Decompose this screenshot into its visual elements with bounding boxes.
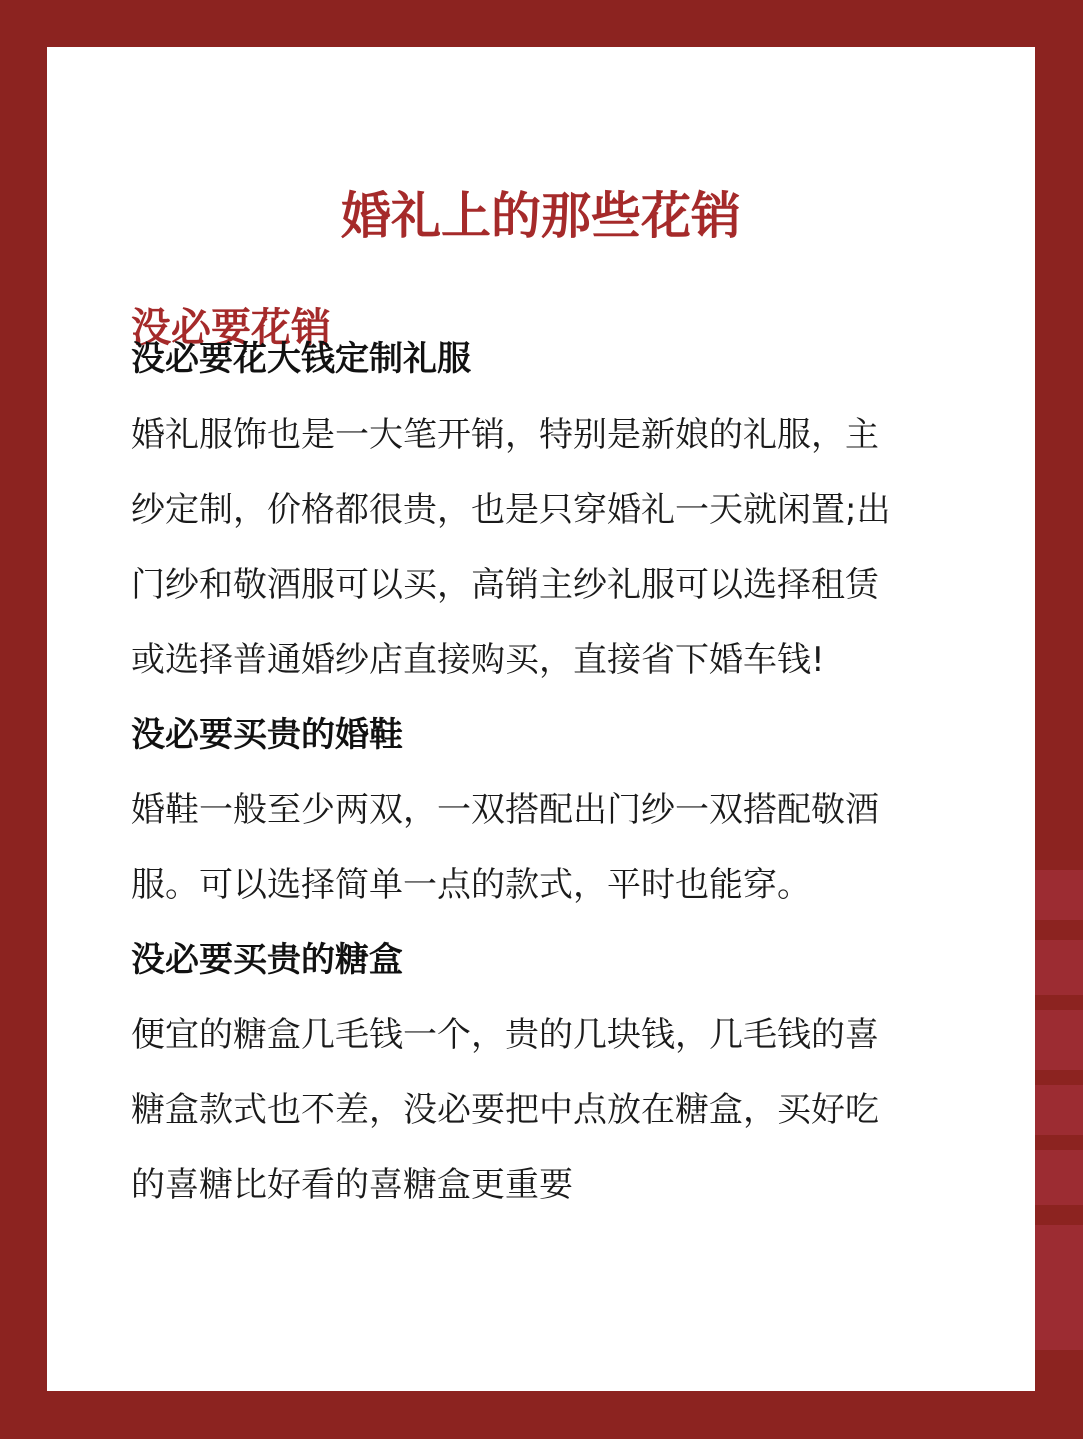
item-heading-shoes: 没必要买贵的婚鞋 [131, 715, 403, 755]
edge-stripes [1035, 0, 1083, 1439]
edge-stripe [1035, 1085, 1083, 1135]
body-line: 的喜糖比好看的喜糖盒更重要 [131, 1165, 573, 1205]
body-line: 服。可以选择简单一点的款式，平时也能穿。 [131, 865, 811, 905]
section-heading: 没必要花销 [131, 305, 331, 351]
content-card [47, 47, 1035, 1391]
item-heading-candy-box: 没必要买贵的糖盒 [131, 940, 403, 980]
body-line: 门纱和敬酒服可以买，高销主纱礼服可以选择租赁 [131, 565, 879, 605]
edge-stripe [1035, 940, 1083, 995]
edge-stripe [1035, 1010, 1083, 1070]
edge-stripe [1035, 870, 1083, 920]
body-line: 便宜的糖盒几毛钱一个，贵的几块钱，几毛钱的喜 [131, 1015, 879, 1055]
edge-stripe [1035, 1150, 1083, 1205]
body-line: 婚礼服饰也是一大笔开销，特别是新娘的礼服，主 [131, 415, 879, 455]
item-heading-gown: 没必要花大钱定制礼服 [131, 339, 471, 379]
body-line: 或选择普通婚纱店直接购买，直接省下婚车钱! [131, 640, 825, 680]
body-line: 糖盒款式也不差，没必要把中点放在糖盒，买好吃 [131, 1090, 879, 1130]
body-line: 婚鞋一般至少两双，一双搭配出门纱一双搭配敬酒 [131, 790, 879, 830]
body-line: 纱定制，价格都很贵，也是只穿婚礼一天就闲置;出 [131, 490, 891, 530]
edge-stripe [1035, 1225, 1083, 1350]
page-title: 婚礼上的那些花销 [341, 187, 741, 245]
